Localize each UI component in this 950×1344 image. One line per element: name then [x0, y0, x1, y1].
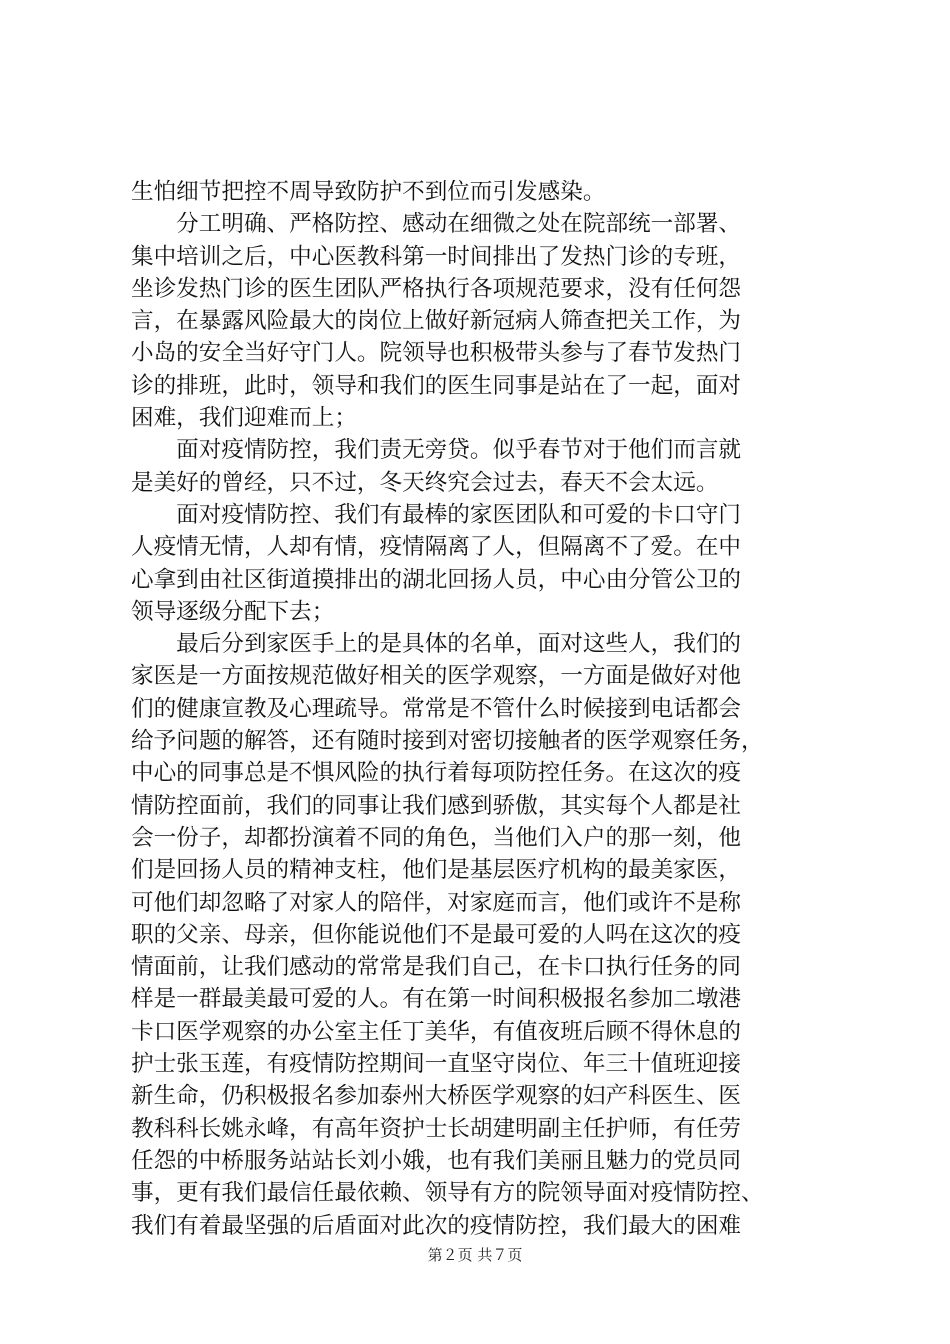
text-line: 给予问题的解答，还有随时接到对密切接触者的医学观察任务，: [131, 728, 764, 755]
text-line: 护士张玉莲，有疫情防控期间一直坚守岗位、年三十值班迎接: [131, 1051, 742, 1078]
text-line: 家医是一方面按规范做好相关的医学观察，一方面是做好对他: [131, 663, 742, 690]
text-line: 会一份子，却都扮演着不同的角色，当他们入户的那一刻，他: [131, 824, 742, 851]
text-line: 最后分到家医手上的是具体的名单，面对这些人，我们的: [131, 631, 742, 658]
text-line: 新生命，仍积极报名参加泰州大桥医学观察的妇产科医生、医: [131, 1083, 742, 1110]
text-line: 情防控面前，我们的同事让我们感到骄傲，其实每个人都是社: [131, 792, 742, 819]
text-line: 是美好的曾经，只不过，冬天终究会过去，春天不会太远。: [131, 469, 719, 496]
text-line: 诊的排班，此时，领导和我们的医生同事是站在了一起，面对: [131, 372, 742, 399]
text-line: 们的健康宣教及心理疏导。常常是不管什么时候接到电话都会: [131, 695, 742, 722]
text-line: 情面前，让我们感动的常常是我们自己，在卡口执行任务的同: [131, 954, 742, 981]
text-line: 集中培训之后，中心医教科第一时间排出了发热门诊的专班，: [131, 243, 742, 270]
body-text: [131, 176, 831, 1242]
text-line: 卡口医学观察的办公室主任丁美华，有值夜班后顾不得休息的: [131, 1018, 742, 1045]
text-line: 坐诊发热门诊的医生团队严格执行各项规范要求，没有任何怨: [131, 275, 742, 302]
text-line: 小岛的安全当好守门人。院领导也积极带头参与了春节发热门: [131, 340, 742, 367]
text-line: 生怕细节把控不周导致防护不到位而引发感染。: [131, 179, 606, 205]
text-line: 们是回扬人员的精神支柱，他们是基层医疗机构的最美家医，: [131, 857, 742, 884]
text-line: 分工明确、严格防控、感动在细微之处在院部统一部署、: [131, 211, 742, 238]
text-line: 面对疫情防控、我们有最棒的家医团队和可爱的卡口守门: [131, 501, 742, 528]
text-line: 教科科长姚永峰，有高年资护士长胡建明副主任护师，有任劳: [131, 1115, 742, 1142]
text-line: 心拿到由社区街道摸排出的湖北回扬人员，中心由分管公卫的: [131, 566, 742, 593]
text-line: 职的父亲、母亲，但你能说他们不是最可爱的人吗在这次的疫: [131, 921, 742, 948]
text-line: 领导逐级分配下去；: [131, 598, 335, 625]
page-footer: 第２页 共７页: [427, 1246, 523, 1264]
text-line: 样是一群最美最可爱的人。有在第一时间积极报名参加二墩港: [131, 986, 742, 1013]
text-line: 面对疫情防控，我们责无旁贷。似乎春节对于他们而言就: [131, 437, 742, 464]
text-line: 可他们却忽略了对家人的陪伴，对家庭而言，他们或许不是称: [131, 889, 742, 916]
text-line: 任怨的中桥服务站站长刘小娥，也有我们美丽且魅力的党员同: [131, 1147, 742, 1174]
text-line: 事，更有我们最信任最依赖、领导有方的院领导面对疫情防控、: [131, 1180, 764, 1207]
text-line: 人疫情无情，人却有情，疫情隔离了人，但隔离不了爱。在中: [131, 534, 742, 561]
text-line: 我们有着最坚强的后盾面对此次的疫情防控，我们最大的困难: [131, 1212, 742, 1239]
text-line: 中心的同事总是不惧风险的执行着每项防控任务。在这次的疫: [131, 760, 742, 787]
text-line: 言，在暴露风险最大的岗位上做好新冠病人筛查把关工作，为: [131, 308, 742, 335]
text-line: 困难，我们迎难而上；: [131, 405, 357, 432]
